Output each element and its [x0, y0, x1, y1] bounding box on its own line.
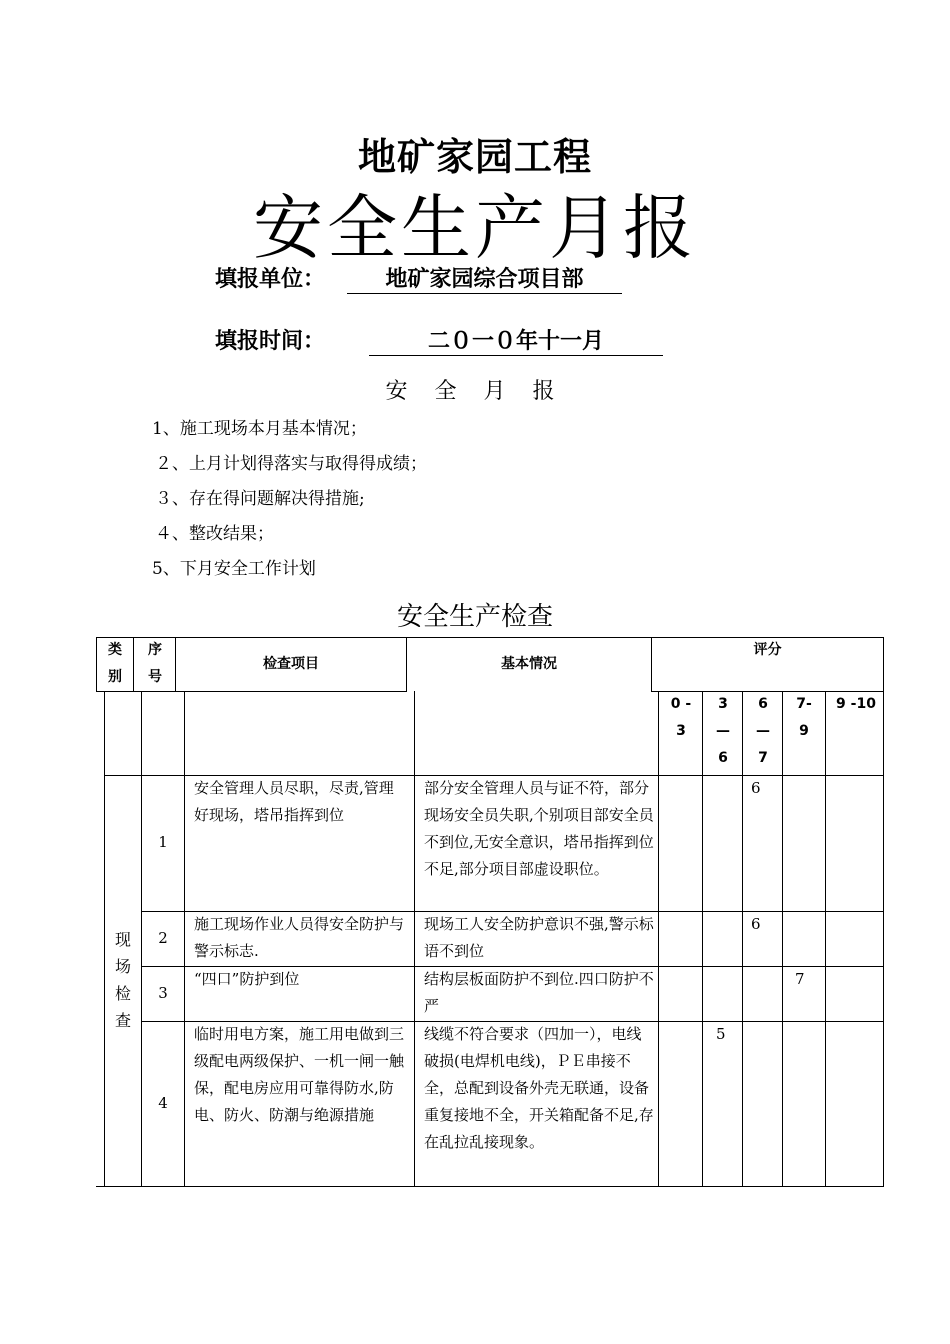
- row-3-score: 7: [795, 970, 805, 988]
- header-situation: 基本情况: [501, 656, 557, 672]
- row-4-item: 临时用电方案，施工用电做到三级配电两级保护、一机一闸一触保，配电房应用可靠得防水,防电、防火、防潮与绝源措施: [194, 1025, 405, 1124]
- report-item-2: ２、上月计划得落实与取得得成绩；: [155, 454, 427, 474]
- row-4-situation: 线缆不符合要求（四加一），电线破损(电焊机电线)，ＰＥ串接不全，总配到设备外壳无联通，设备重复接地不全，开关箱配备不足,存在乱拉乱接现象。: [424, 1025, 654, 1151]
- row-2-number: 2: [158, 929, 168, 947]
- unit-value: 地矿家园综合项目部: [347, 262, 622, 294]
- row-3-number: 3: [158, 984, 168, 1002]
- row-1-item: 安全管理人员尽职，尽责,管理好现场，塔吊指挥到位: [194, 779, 394, 824]
- report-item-4: ４、整改结果；: [155, 524, 274, 544]
- score-range-0-3: 0 - 3: [670, 696, 692, 739]
- row-2-score: 6: [751, 915, 761, 933]
- report-item-1: 1、施工现场本月基本情况；: [152, 419, 367, 439]
- score-range-3-6: 3 — 6: [716, 696, 730, 766]
- project-title: 地矿家园工程: [357, 135, 592, 179]
- row-4-score: 5: [716, 1025, 726, 1043]
- row-1-situation: 部分安全管理人员与证不符，部分现场安全员失职,个别项目部安全员不到位,无安全意识，塔吊指挥到位不足,部分项目部虚设职位。: [424, 779, 654, 878]
- category-name: 现场检查: [114, 930, 131, 1030]
- time-label: 填报时间：: [215, 329, 326, 354]
- row-2-item: 施工现场作业人员得安全防护与警示标志.: [194, 915, 405, 960]
- header-score: 评分: [753, 642, 782, 658]
- header-number: 序号: [148, 642, 162, 685]
- time-value: 二０一０年十一月: [369, 324, 663, 356]
- report-item-5: 5、下月安全工作计划: [152, 559, 316, 579]
- score-range-7-9: 7- 9: [796, 696, 812, 739]
- row-2-situation: 现场工人安全防护意识不强,警示标语不到位: [424, 915, 654, 960]
- row-1-score: 6: [751, 779, 761, 797]
- score-range-9-10: 9 -10: [836, 696, 876, 712]
- report-heading: 安 全 月 报: [385, 379, 565, 404]
- report-title: 安全生产月报: [253, 187, 697, 269]
- row-3-situation: 结构层板面防护不到位.四口防护不严: [424, 970, 654, 1015]
- row-4-number: 4: [158, 1094, 168, 1112]
- header-item: 检查项目: [263, 656, 319, 672]
- unit-label: 填报单位：: [215, 267, 326, 292]
- check-title: 安全生产检查: [396, 602, 553, 632]
- header-category: 类别: [108, 642, 122, 685]
- row-3-item: “四口”防护到位: [194, 970, 300, 988]
- score-range-6-7: 6 — 7: [756, 696, 770, 766]
- report-item-3: ３、存在得问题解决得措施;: [155, 489, 365, 509]
- row-1-number: 1: [158, 833, 168, 851]
